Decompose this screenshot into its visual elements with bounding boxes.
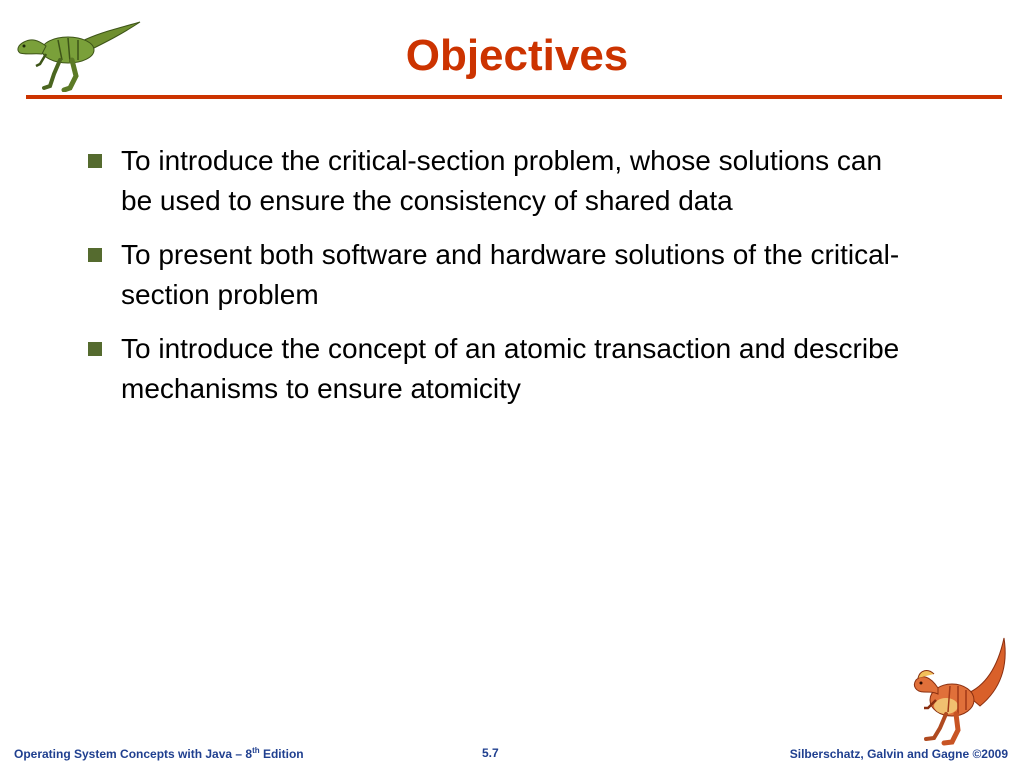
list-item — [88, 235, 918, 315]
bullet-text: To present both software and hardware solutions of the critical-section problem — [121, 239, 900, 310]
page-number: 5.7 — [482, 746, 499, 760]
slide-title: Objectives — [405, 31, 629, 80]
objectives-list — [88, 141, 918, 423]
square-bullet-icon — [88, 154, 102, 168]
footer-edition-label: Edition — [259, 747, 304, 761]
footer-book-title — [14, 746, 304, 762]
square-bullet-icon — [88, 342, 102, 356]
list-item — [88, 141, 918, 221]
list-item — [88, 329, 918, 409]
footer-book-title-text: Operating System Concepts with Java – 8 — [14, 747, 253, 761]
footer-edition-superscript: th — [252, 746, 260, 755]
square-bullet-icon — [88, 248, 102, 262]
footer-authors: Silberschatz, Galvin and Gagne ©2009 — [789, 747, 1008, 761]
bullet-text: To introduce the concept of an atomic transaction and describe mechanisms to ensure atomicity — [121, 333, 900, 404]
bullet-text: To introduce the critical-section problem, whose solutions can be used to ensure the consistency of shared data — [121, 145, 883, 216]
red-dinosaur-icon — [908, 636, 1012, 746]
title-divider — [26, 95, 1002, 99]
